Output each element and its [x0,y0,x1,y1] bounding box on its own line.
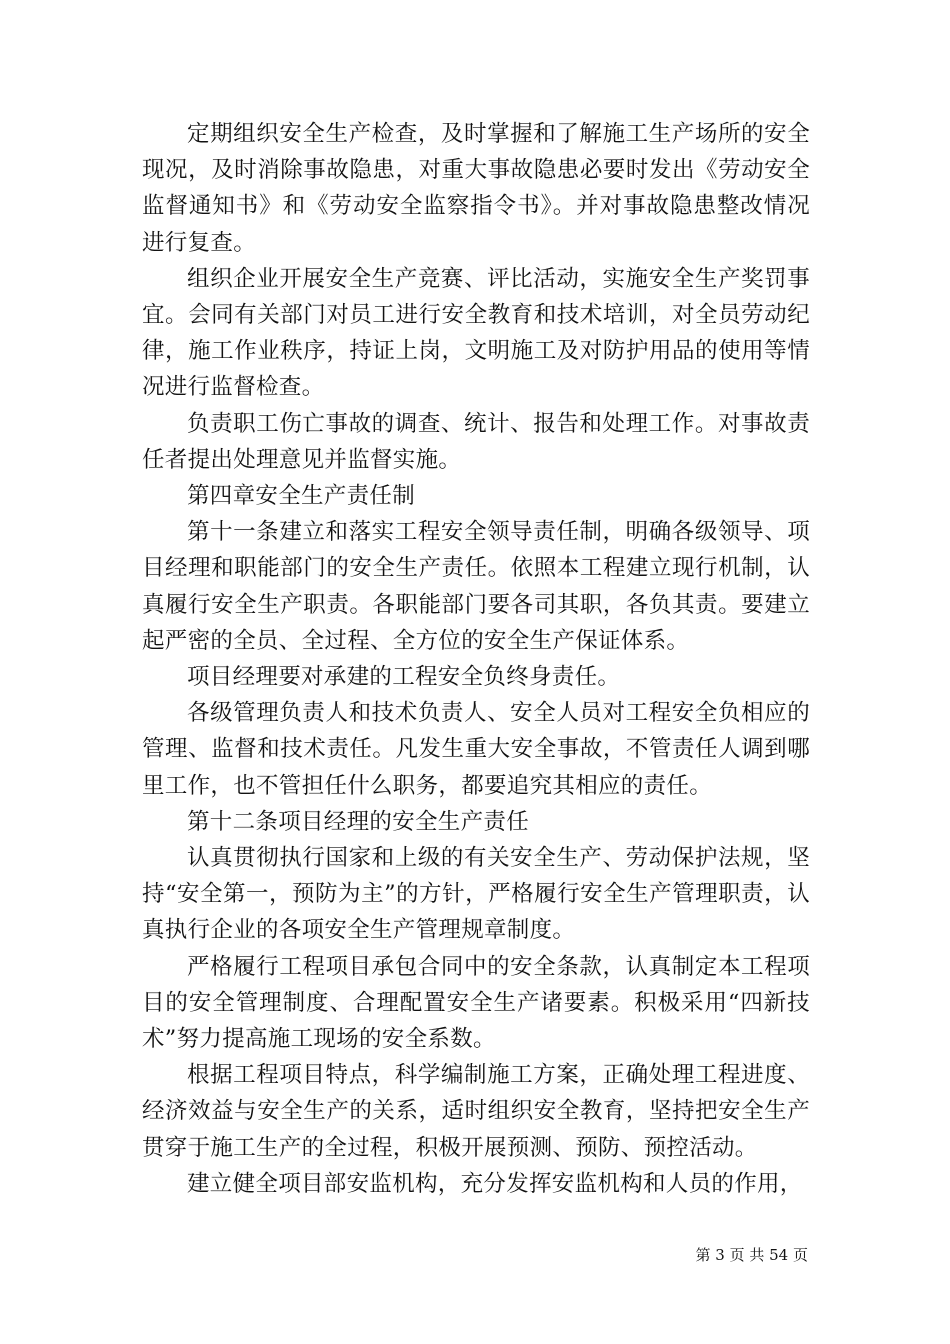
article-12-heading: 第十二条项目经理的安全生产责任 [187,808,530,835]
paragraph-construction-plan: 根据工程项目特点，科学编制施工方案，正确处理工程进度、经济效益与安全生产的关系，适时组织安全教育，坚持把安全生产贯穿于施工生产的全过程，积极开展预测、预防、预控活动。 [142,1062,810,1161]
paragraph-safety-inspection: 定期组织安全生产检查，及时掌握和了解施工生产场所的安全现况，及时消除事故隐患，对重大事故隐患必要时发出《劳动安全监督通知书》和《劳动安全监察指令书》。并对事故隐患整改情况进行复查。 [142,121,810,256]
chapter-heading-4: 第四章安全生产责任制 [187,483,416,510]
page-number-footer: 第 3 页 共 54 页 [695,1246,808,1264]
document-body [142,116,810,1202]
paragraph-safety-competition: 组织企业开展安全生产竞赛、评比活动，实施安全生产奖罚事宜。会同有关部门对员工进行安全教育和技术培训，对全员劳动纪律，施工作业秩序，持证上岗，文明施工及对防护用品的使用等情况进行监督检查。 [142,265,810,401]
paragraph-implement-regulations: 认真贯彻执行国家和上级的有关安全生产、劳动保护法规，坚持“安全第一，预防为主”的方针，严格履行安全生产管理职责，认真执行企业的各项安全生产管理规章制度。 [142,845,810,944]
paragraph-project-manager-liability: 项目经理要对承建的工程安全负终身责任。 [187,664,621,691]
paragraph-accident-investigation: 负责职工伤亡事故的调查、统计、报告和处理工作。对事故责任者提出处理意见并监督实施。 [142,410,810,473]
paragraph-safety-organization: 建立健全项目部安监机构，充分发挥安监机构和人员的作用， [187,1170,803,1197]
article-11: 第十一条建立和落实工程安全领导责任制，明确各级领导、项目经理和职能部门的安全生产责任。依照本工程建立现行机制，认真履行安全生产职责。各职能部门要各司其职，各负其责。要建立起严密的全员、全过程、全方位的安全生产保证体系。 [142,519,810,654]
paragraph-contract-safety-terms: 严格履行工程项目承包合同中的安全条款，认真制定本工程项目的安全管理制度、合理配置安全生产诸要素。积极采用“四新技术”努力提高施工现场的安全系数。 [142,953,810,1053]
paragraph-management-liability: 各级管理负责人和技术负责人、安全人员对工程安全负相应的管理、监督和技术责任。凡发生重大安全事故，不管责任人调到哪里工作，也不管担任什么职务，都要追究其相应的责任。 [142,700,810,799]
